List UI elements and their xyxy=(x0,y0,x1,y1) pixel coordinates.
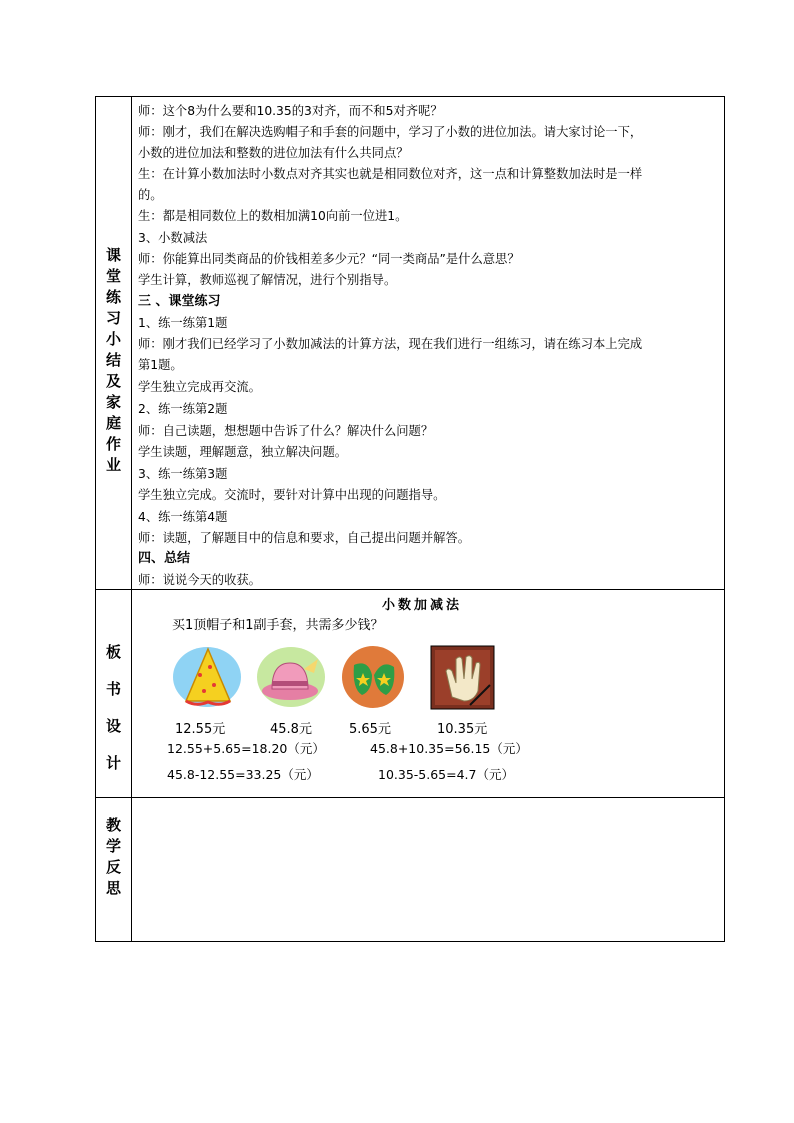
text-line: 3、练一练第3题 xyxy=(138,467,228,481)
text-line: 4、练一练第4题 xyxy=(138,510,228,524)
section-label-text: 教 学 反 思 xyxy=(105,816,121,897)
text-line: 师：刚才我们已经学习了小数加减法的计算方法，现在我们进行一组练习，请在练习本上完成 xyxy=(138,337,643,351)
row-divider-1 xyxy=(95,589,725,590)
text-line: 学生计算，教师巡视了解情况，进行个别指导。 xyxy=(138,273,397,287)
price-glove: 10.35元 xyxy=(437,722,488,737)
board-question: 买1顶帽子和1副手套，共需多少钱？ xyxy=(172,618,384,633)
text-line: 2、练一练第2题 xyxy=(138,402,228,416)
board-section-label xyxy=(96,634,131,782)
text-line: 师：刚才，我们在解决选购帽子和手套的问题中，学习了小数的进位加法。请大家讨论一下， xyxy=(138,125,643,139)
text-line: 3、小数减法 xyxy=(138,231,208,245)
text-line: 小数的进位加法和整数的进位加法有什么共同点？ xyxy=(138,146,409,160)
column-divider xyxy=(131,96,132,942)
party-hat-icon xyxy=(170,645,245,710)
equation: 45.8-12.55=33.25（元） xyxy=(167,767,319,782)
mittens-icon xyxy=(336,645,411,710)
text-line: 师：说说今天的收获。 xyxy=(138,573,261,587)
practice-section-label xyxy=(96,245,131,476)
row-divider-2 xyxy=(95,797,725,798)
section-label-text: 课 堂 练 习 小 结 及 家 庭 作 业 xyxy=(105,246,121,474)
equation: 10.35-5.65=4.7（元） xyxy=(378,767,514,782)
text-line: 学生独立完成。交流时，要针对计算中出现的问题指导。 xyxy=(138,488,446,502)
text-line: 1、练一练第1题 xyxy=(138,316,228,330)
text-line: 的。 xyxy=(138,188,163,202)
glove-icon xyxy=(430,645,505,710)
equation: 12.55+5.65=18.20（元） xyxy=(167,741,325,756)
price-hat-1: 12.55元 xyxy=(175,722,226,737)
text-line: 生：在计算小数加法时小数点对齐其实也就是相同数位对齐，这一点和计算整数加法时是一样 xyxy=(138,167,643,181)
equation: 45.8+10.35=56.15（元） xyxy=(370,741,528,756)
text-line: 师：自己读题，想想题中告诉了什么？解决什么问题？ xyxy=(138,424,434,438)
reflection-section-label xyxy=(96,815,131,899)
text-line: 学生读题，理解题意，独立解决问题。 xyxy=(138,445,348,459)
heading-summary: 四、总结 xyxy=(138,551,191,566)
text-line: 师：读题，了解题目中的信息和要求，自己提出问题并解答。 xyxy=(138,531,471,545)
price-mittens: 5.65元 xyxy=(349,722,391,737)
text-line: 第1题。 xyxy=(138,358,183,372)
pink-hat-icon xyxy=(254,645,329,710)
text-line: 生：都是相同数位上的数相加满10向前一位进1。 xyxy=(138,209,408,223)
price-hat-2: 45.8元 xyxy=(270,722,312,737)
text-line: 师：这个8为什么要和10.35的3对齐，而不和5对齐呢？ xyxy=(138,104,443,118)
text-line: 学生独立完成再交流。 xyxy=(138,380,261,394)
board-title: 小数加减法 xyxy=(382,598,463,613)
text-line: 师：你能算出同类商品的价钱相差多少元？“同一类商品”是什么意思？ xyxy=(138,252,520,266)
section-label-text: 板 书 设 计 xyxy=(105,643,121,772)
heading-practice: 三 、课堂练习 xyxy=(138,294,221,309)
